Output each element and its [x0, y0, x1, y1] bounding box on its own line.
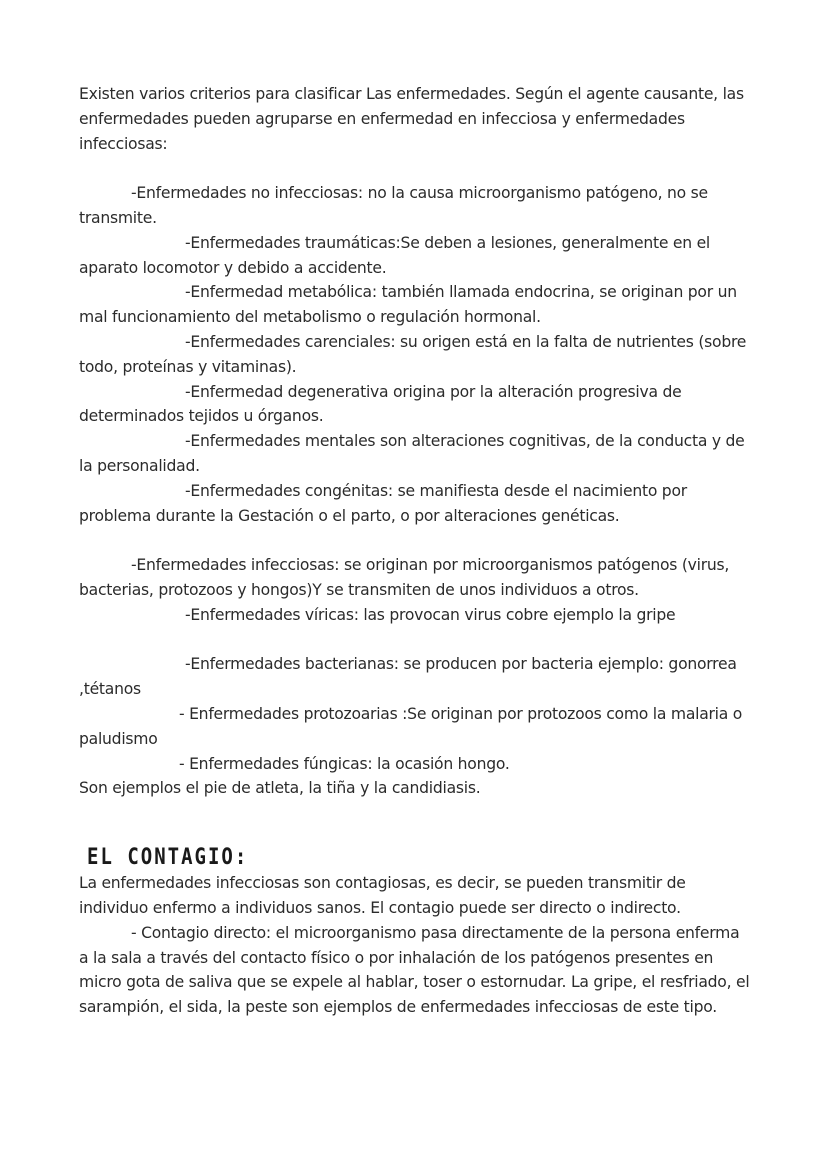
no-infecciosas-title: -Enfermedades no infecciosas: no la causa microorganismo patógeno, no se transmite. [79, 184, 708, 227]
list-item-mentales: -Enfermedades mentales son alteraciones cognitivas, de la conducta y de la personalidad. [79, 432, 745, 475]
contagio-heading: EL CONTAGIO: [87, 844, 249, 870]
intro-paragraph: Existen varios criterios para clasificar Las enfermedades. Según el agente causante, las enfermedades pueden agruparse en enfermedad en infecciosa y enfermedades infecciosas: [79, 85, 744, 153]
list-item-traumaticas: -Enfermedades traumáticas:Se deben a lesiones, generalmente en el aparato locomotor y debido a accidente. [79, 233, 710, 277]
list-item-fungicas: - Enfermedades fúngicas: la ocasión hongo. [179, 754, 510, 773]
list-item-carenciales: -Enfermedades carenciales: su origen está en la falta de nutrientes (sobre todo, proteínas y vitaminas). [79, 332, 747, 376]
document-page [79, 82, 751, 1020]
spacer [79, 156, 751, 181]
list-item-protozoarias: - Enfermedades protozoarias :Se originan por protozoos como la malaria o paludismo [79, 704, 743, 748]
list-item-metabolica: -Enfermedad metabólica: también llamada endocrina, se originan por un mal funcionamiento del metabolismo o regulación hormonal. [79, 283, 737, 327]
spacer [79, 801, 751, 843]
infecciosas-title: -Enfermedades infecciosas: se originan por microorganismos patógenos (virus, bacterias, protozoos y hongos)Y se transmiten de unos individuos a otros. [79, 556, 730, 599]
list-item-bacterianas: -Enfermedades bacterianas: se producen por bacteria ejemplo: gonorrea ,tétanos [79, 655, 737, 699]
contagio-directo: - Contagio directo: el microorganismo pasa directamente de la persona enferma a la sala a través del contacto físico o por inhalación de los patógenos presentes en micro gota de saliva que se expele al hablar, toser o estornudar. La gripe, el resfriado, el sarampión, el sida, la peste son ejemplos de enfermedades infecciosas de este tipo. [79, 923, 750, 1017]
list-item-viricas: -Enfermedades víricas: las provocan virus cobre ejemplo la gripe [185, 605, 676, 624]
fungicas-examples: Son ejemplos el pie de atleta, la tiña y la candidiasis. [79, 779, 481, 798]
contagio-intro: La enfermedades infecciosas son contagiosas, es decir, se pueden transmitir de individuo enfermo a individuos sanos. El contagio puede ser directo o indirecto. [79, 874, 686, 917]
spacer [79, 528, 751, 553]
list-item-congenitas: -Enfermedades congénitas: se manifiesta desde el nacimiento por problema durante la Gestación o el parto, o por alteraciones genéticas. [79, 481, 687, 525]
spacer [79, 628, 751, 653]
list-item-degenerativa: -Enfermedad degenerativa origina por la alteración progresiva de determinados tejidos u órganos. [79, 382, 682, 426]
